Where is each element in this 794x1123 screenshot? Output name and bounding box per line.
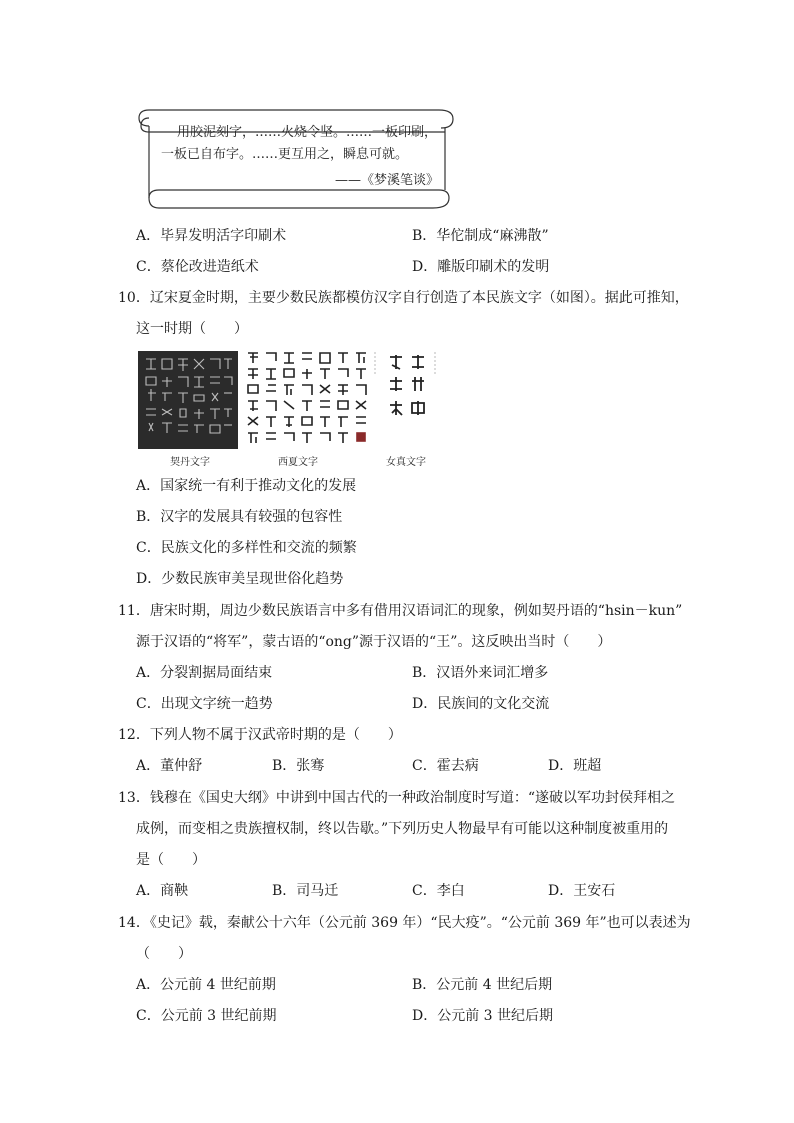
q10-stem-line-1 — [0, 283, 794, 314]
q13-option-d[interactable]: D．王安石 — [548, 883, 616, 899]
q10-option-d[interactable]: D．少数民族审美呈现世俗化趋势 — [136, 571, 344, 587]
q13-options-row — [0, 876, 794, 907]
q10-option-d-row — [0, 564, 794, 595]
q11-option-b[interactable]: B．汉语外来词汇增多 — [412, 665, 549, 681]
scripts-figure — [138, 347, 444, 467]
q13-option-c[interactable]: C．李白 — [412, 883, 465, 899]
q13-option-a[interactable]: A．商鞅 — [136, 883, 189, 899]
q11-stem-line-2 — [0, 627, 794, 658]
q14-options-row-2 — [0, 1001, 794, 1032]
q11-stem: 11．唐宋时期，周边少数民族语言中多有借用汉语词汇的现象，例如契丹语的“hsin－kun” — [118, 603, 683, 619]
q12-option-b[interactable]: B．张骞 — [272, 758, 325, 774]
q11-option-c[interactable]: C．出现文字统一趋势 — [136, 696, 273, 712]
q11-stem-cont: 源于汉语的“将军”，蒙古语的“ong”源于汉语的“王”。这反映出当时（ ） — [136, 634, 612, 650]
q11-options-row-2 — [0, 689, 794, 720]
q11-option-d[interactable]: D．民族间的文化交流 — [412, 696, 550, 712]
q11-stem-line-1 — [0, 596, 794, 627]
q13-option-b[interactable]: B．司马迁 — [272, 883, 339, 899]
q11-options-row-1 — [0, 658, 794, 689]
q13-stem-cont-1: 成例，而变相之贵族擅权制，终以告歇。”下列历史人物最早有可能以这种制度被重用的 — [136, 821, 669, 837]
q12-option-a[interactable]: A．董仲舒 — [136, 758, 203, 774]
ethnic-scripts-image — [138, 347, 444, 467]
q14-stem-cont: （ ） — [136, 946, 192, 962]
caption-khitan: 契丹文字 — [170, 457, 210, 468]
q10-option-c[interactable]: C．民族文化的多样性和交流的频繁 — [136, 540, 357, 556]
q12-option-c[interactable]: C．霍去病 — [412, 758, 479, 774]
q14-stem: 14．《史记》载，秦献公十六年（公元前 369 年）“民大疫”。“公元前 369 年”也可以表述为 — [118, 915, 691, 931]
scroll-source: ——《梦溪笔谈》 — [335, 173, 440, 188]
q9-option-d[interactable]: D．雕版印刷术的发明 — [412, 259, 550, 275]
q14-stem-line-2 — [0, 939, 794, 970]
q13-stem-line-1 — [0, 783, 794, 814]
q10-option-b[interactable]: B．汉字的发展具有较强的包容性 — [136, 509, 343, 525]
q14-option-b[interactable]: B．公元前 4 世纪后期 — [412, 977, 553, 993]
q14-option-d[interactable]: D．公元前 3 世纪后期 — [412, 1008, 554, 1024]
q14-options-row-1 — [0, 970, 794, 1001]
q12-stem: 12．下列人物不属于汉武帝时期的是（ ） — [118, 727, 402, 743]
q14-stem-line-1 — [0, 908, 794, 939]
q12-option-d[interactable]: D．班超 — [548, 758, 602, 774]
q13-stem-line-3 — [0, 845, 794, 876]
q9-options-row-1 — [0, 221, 794, 252]
q10-stem-cont: 这一时期（ ） — [136, 321, 248, 337]
q13-stem-cont-2: 是（ ） — [136, 852, 206, 868]
q11-option-a[interactable]: A．分裂割据局面结束 — [136, 665, 273, 681]
q10-option-a[interactable]: A．国家统一有利于推动文化的发展 — [136, 478, 357, 494]
q12-stem-line — [0, 720, 794, 751]
q10-stem-line-2 — [0, 314, 794, 345]
q12-options-row — [0, 751, 794, 782]
q9-option-b[interactable]: B．华佗制成“麻沸散” — [412, 228, 549, 244]
q10-option-c-row — [0, 533, 794, 564]
scroll-line-1: 用胶泥刻字，……火烧令坚。……一板印刷， — [177, 125, 438, 140]
q10-option-b-row — [0, 502, 794, 533]
q13-stem-line-2 — [0, 814, 794, 845]
q13-stem: 13．钱穆在《国史大纲》中讲到中国古代的一种政治制度时写道：“遂破以军功封侯拜相之 — [118, 790, 675, 806]
q14-option-a[interactable]: A．公元前 4 世纪前期 — [136, 977, 276, 993]
q9-option-c[interactable]: C．蔡伦改进造纸术 — [136, 259, 259, 275]
q10-option-a-row — [0, 471, 794, 502]
scroll-quote-image — [137, 102, 457, 214]
q9-option-a[interactable]: A．毕昇发明活字印刷术 — [136, 228, 287, 244]
q14-option-c[interactable]: C．公元前 3 世纪前期 — [136, 1008, 277, 1024]
q10-stem: 10．辽宋夏金时期，主要少数民族都模仿汉字自行创造了本民族文字（如图）。据此可推知， — [118, 290, 689, 306]
caption-xixia: 西夏文字 — [278, 457, 318, 468]
caption-jurchen: 女真文字 — [386, 457, 426, 468]
q9-options-row-2 — [0, 252, 794, 283]
scroll-line-2: 一板已自布字。……更互用之，瞬息可就。 — [161, 147, 409, 162]
